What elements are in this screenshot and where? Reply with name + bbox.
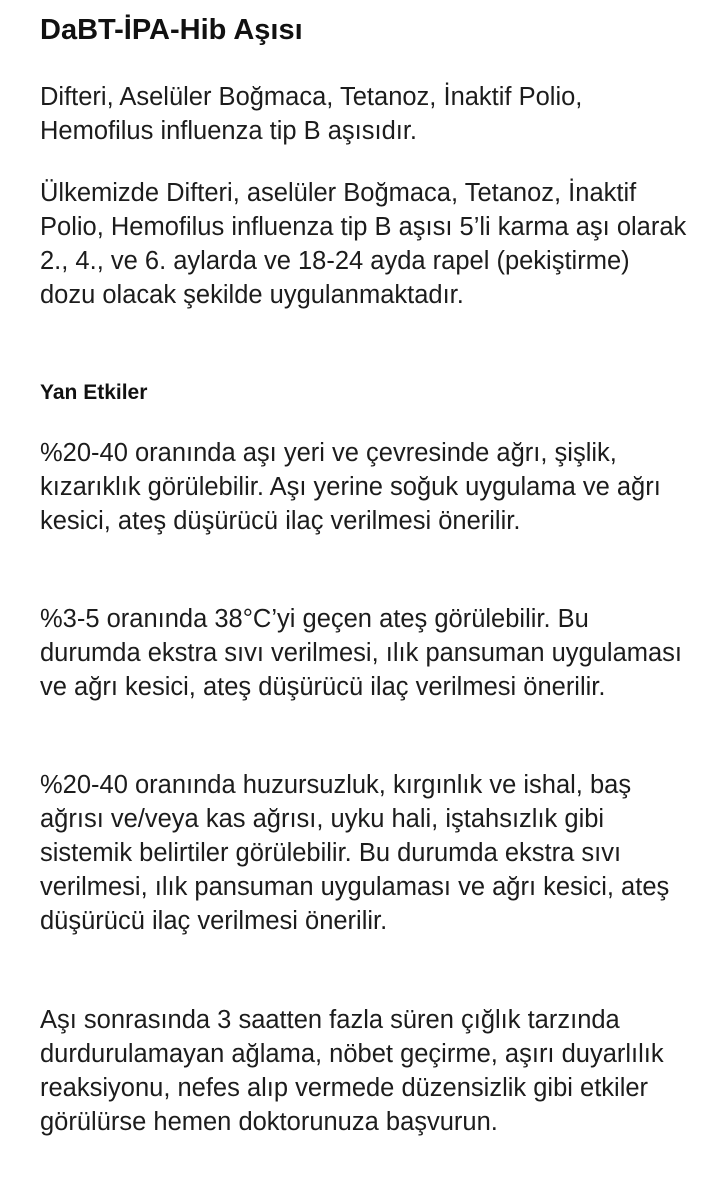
side-effect-paragraph-systemic: %20-40 oranında huzursuzluk, kırgınlık ve ishal, baş ağrısı ve/veya kas ağrısı, uyku hali, iştahsızlık gibi sistemik belirtiler görülebilir. Bu durumda ekstra sıvı verilmesi, ılık pansuman uygulaması ve ağrı kesici, ateş düşürücü ilaç verilmesi önerilir.: [40, 771, 670, 935]
intro-paragraph: Difteri, Aselüler Boğmaca, Tetanoz, İnaktif Polio, Hemofilus influenza tip B aşısıdır.: [40, 83, 583, 145]
warning-paragraph: Aşı sonrasında 3 saatten fazla süren çığlık tarzında durdurulamayan ağlama, nöbet geçirme, aşırı duyarlılık reaksiyonu, nefes alıp vermede düzensizlik gibi etkiler görülürse hemen doktorunuza başvurun.: [40, 1006, 664, 1136]
side-effect-paragraph-fever: %3-5 oranında 38°C’yi geçen ateş görülebilir. Bu durumda ekstra sıvı verilmesi, ılık pansuman uygulaması ve ağrı kesici, ateş düşürücü ilaç verilmesi önerilir.: [40, 605, 683, 701]
side-effects-heading: Yan Etkiler: [40, 381, 148, 404]
page-title: DaBT-İPA-Hib Aşısı: [40, 14, 303, 46]
side-effect-paragraph-local-reaction: %20-40 oranında aşı yeri ve çevresinde ağrı, şişlik, kızarıklık görülebilir. Aşı yerine soğuk uygulama ve ağrı kesici, ateş düşürücü ilaç verilmesi önerilir.: [40, 439, 661, 535]
schedule-paragraph: Ülkemizde Difteri, aselüler Boğmaca, Tetanoz, İnaktif Polio, Hemofilus influenza tip B aşısı 5’li karma aşı olarak 2., 4., ve 6. aylarda ve 18-24 ayda rapel (pekiştirme) dozu olacak şekilde uygulanmaktadır.: [40, 179, 687, 309]
